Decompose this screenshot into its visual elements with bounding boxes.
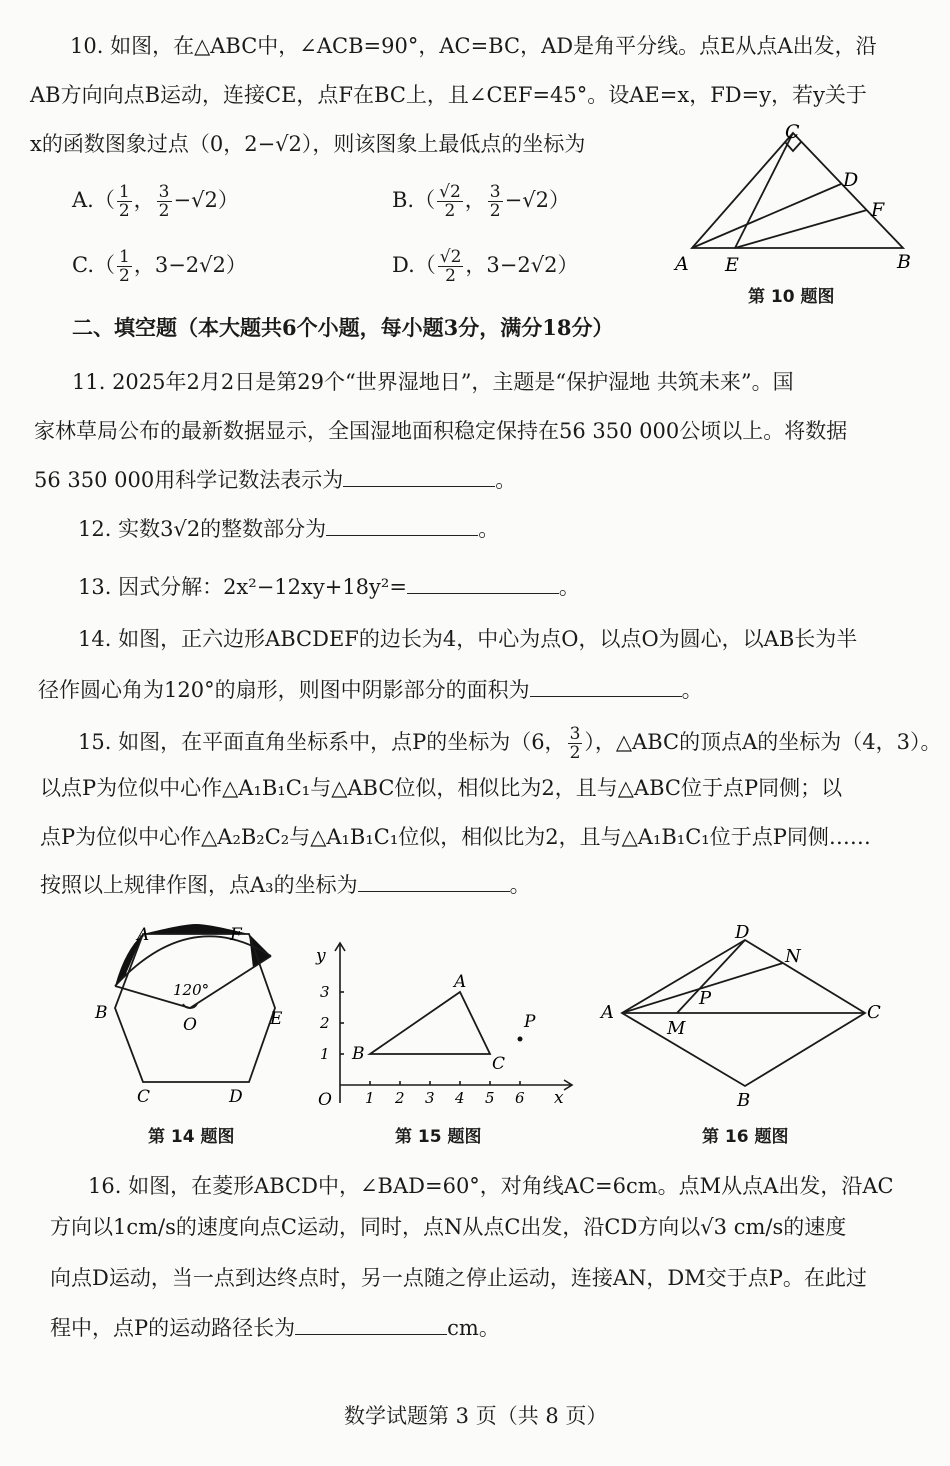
label-a: A	[454, 972, 467, 992]
figure-14	[85, 920, 295, 1110]
angle-label: 120°	[173, 981, 210, 999]
q14-line1: 14. 如图，正六边形ABCDEF的边长为4，中心为点O，以点O为圆心，以AB长为半	[78, 627, 858, 651]
q11-line3: 56 350 000用科学记数法表示为 。	[34, 468, 517, 492]
q10-option-a[interactable]: A.（ $\frac{1}{2}$ ， $\frac{3}{2}$ −√2）	[72, 182, 239, 221]
page-footer: 数学试题第 3 页（共 8 页）	[344, 1404, 608, 1428]
x-tick-5: 5	[485, 1089, 495, 1107]
q16-line3: 向点D运动，当一点到达终点时，另一点随之停止运动，连接AN，DM交于点P。在此过	[50, 1266, 867, 1290]
figure-10-caption: 第 10 题图	[748, 287, 835, 307]
label-e: E	[270, 1009, 283, 1029]
label-o: O	[183, 1015, 197, 1035]
q10-option-c[interactable]: C.（ $\frac{1}{2}$ ，3−2√2）	[72, 247, 247, 286]
label-a: A	[675, 253, 689, 275]
label-c: C	[785, 121, 800, 143]
q13-answer-blank[interactable]	[407, 575, 559, 594]
y-tick-3: 3	[320, 983, 330, 1001]
q15-line3: 点P为位似中心作△A₂B₂C₂与△A₁B₁C₁位似，相似比为2，且与△A₁B₁C₁位于点P同侧……	[40, 825, 871, 849]
y-axis-label: y	[316, 946, 326, 966]
x-tick-2: 2	[395, 1089, 405, 1107]
label-d: D	[229, 1087, 243, 1107]
section-2-heading: 二、填空题（本大题共6个小题，每小题3分，满分18分）	[72, 315, 614, 340]
q10-option-b[interactable]: B.（ $\frac{√2}{2}$ ， $\frac{3}{2}$ −√2）	[392, 182, 570, 221]
figure-16-caption: 第 16 题图	[702, 1127, 789, 1147]
origin-label: O	[318, 1090, 332, 1110]
q12-answer-blank[interactable]	[326, 517, 478, 536]
label-b: B	[737, 1090, 751, 1108]
figure-14-caption: 第 14 题图	[148, 1127, 235, 1147]
label-c: C	[492, 1054, 506, 1074]
x-tick-3: 3	[425, 1089, 435, 1107]
label-e: E	[725, 254, 739, 276]
q15-line1: 15. 如图，在平面直角坐标系中，点P的坐标为（6， $\frac{3}{2}$ ），△ABC的顶点A的坐标为（4，3）。	[78, 724, 942, 763]
point-p	[518, 1037, 523, 1042]
q10-line3: x的函数图象过点（0，2−√2），则该图象上最低点的坐标为	[30, 132, 586, 156]
label-a: A	[601, 1002, 614, 1023]
label-b: B	[352, 1044, 365, 1064]
q16-line4: 程中，点P的运动路径长为 cm。	[50, 1316, 500, 1340]
x-tick-4: 4	[455, 1089, 465, 1107]
q10-option-d[interactable]: D.（ $\frac{√2}{2}$ ，3−2√2）	[392, 247, 579, 286]
q14-line2: 径作圆心角为120°的扇形，则图中阴影部分的面积为 。	[38, 678, 703, 702]
label-d: D	[843, 169, 859, 191]
label-c: C	[867, 1002, 881, 1023]
q16-answer-blank[interactable]	[295, 1316, 447, 1335]
label-b: B	[95, 1003, 108, 1023]
label-p: P	[524, 1012, 536, 1032]
label-m: M	[667, 1018, 686, 1039]
q16-line1: 16. 如图，在菱形ABCD中，∠BAD=60°，对角线AC=6cm。点M从点A出发，沿AC	[88, 1174, 894, 1198]
q16-line2: 方向以1cm/s的速度向点C运动，同时，点N从点C出发，沿CD方向以√3 cm/s的速度	[50, 1215, 847, 1239]
q12-line: 12. 实数3√2的整数部分为 。	[78, 517, 500, 541]
x-tick-6: 6	[515, 1089, 525, 1107]
label-b: B	[897, 251, 911, 273]
q10-line2: AB方向向点B运动，连接CE，点F在BC上，且∠CEF=45°。设AE=x，FD=y，若y关于	[30, 83, 867, 107]
q15-line2: 以点P为位似中心作△A₁B₁C₁与△ABC位似，相似比为2，且与△ABC位于点P同侧；以	[40, 776, 843, 800]
figure-15	[310, 935, 580, 1115]
label-a: A	[137, 925, 150, 945]
q14-answer-blank[interactable]	[530, 678, 682, 697]
label-n: N	[785, 946, 801, 967]
q15-answer-blank[interactable]	[358, 873, 510, 892]
q10-line1: 10. 如图，在△ABC中，∠ACB=90°，AC=BC，AD是角平分线。点E从点A出发，沿	[70, 34, 877, 58]
label-f: F	[230, 925, 242, 945]
q15-line4: 按照以上规律作图，点A₃的坐标为 。	[40, 873, 531, 897]
label-d: D	[735, 922, 750, 943]
q11-line1: 11. 2025年2月2日是第29个“世界湿地日”，主题是“保护湿地 共筑未来”。国	[72, 370, 794, 394]
figure-15-caption: 第 15 题图	[395, 1127, 482, 1147]
q11-answer-blank[interactable]	[343, 468, 495, 487]
label-p: P	[699, 988, 712, 1009]
label-c: C	[137, 1087, 151, 1107]
y-tick-1: 1	[320, 1045, 330, 1063]
x-axis-label: x	[554, 1088, 564, 1108]
y-tick-2: 2	[320, 1014, 330, 1032]
x-tick-1: 1	[365, 1089, 375, 1107]
figure-16	[595, 918, 895, 1108]
label-f: F	[871, 199, 885, 221]
q11-line2: 家林草局公布的最新数据显示，全国湿地面积稳定保持在56 350 000公顷以上。将数据	[34, 419, 848, 443]
figure-10	[665, 118, 925, 278]
q13-line: 13. 因式分解：2x²−12xy+18y²= 。	[78, 575, 580, 599]
